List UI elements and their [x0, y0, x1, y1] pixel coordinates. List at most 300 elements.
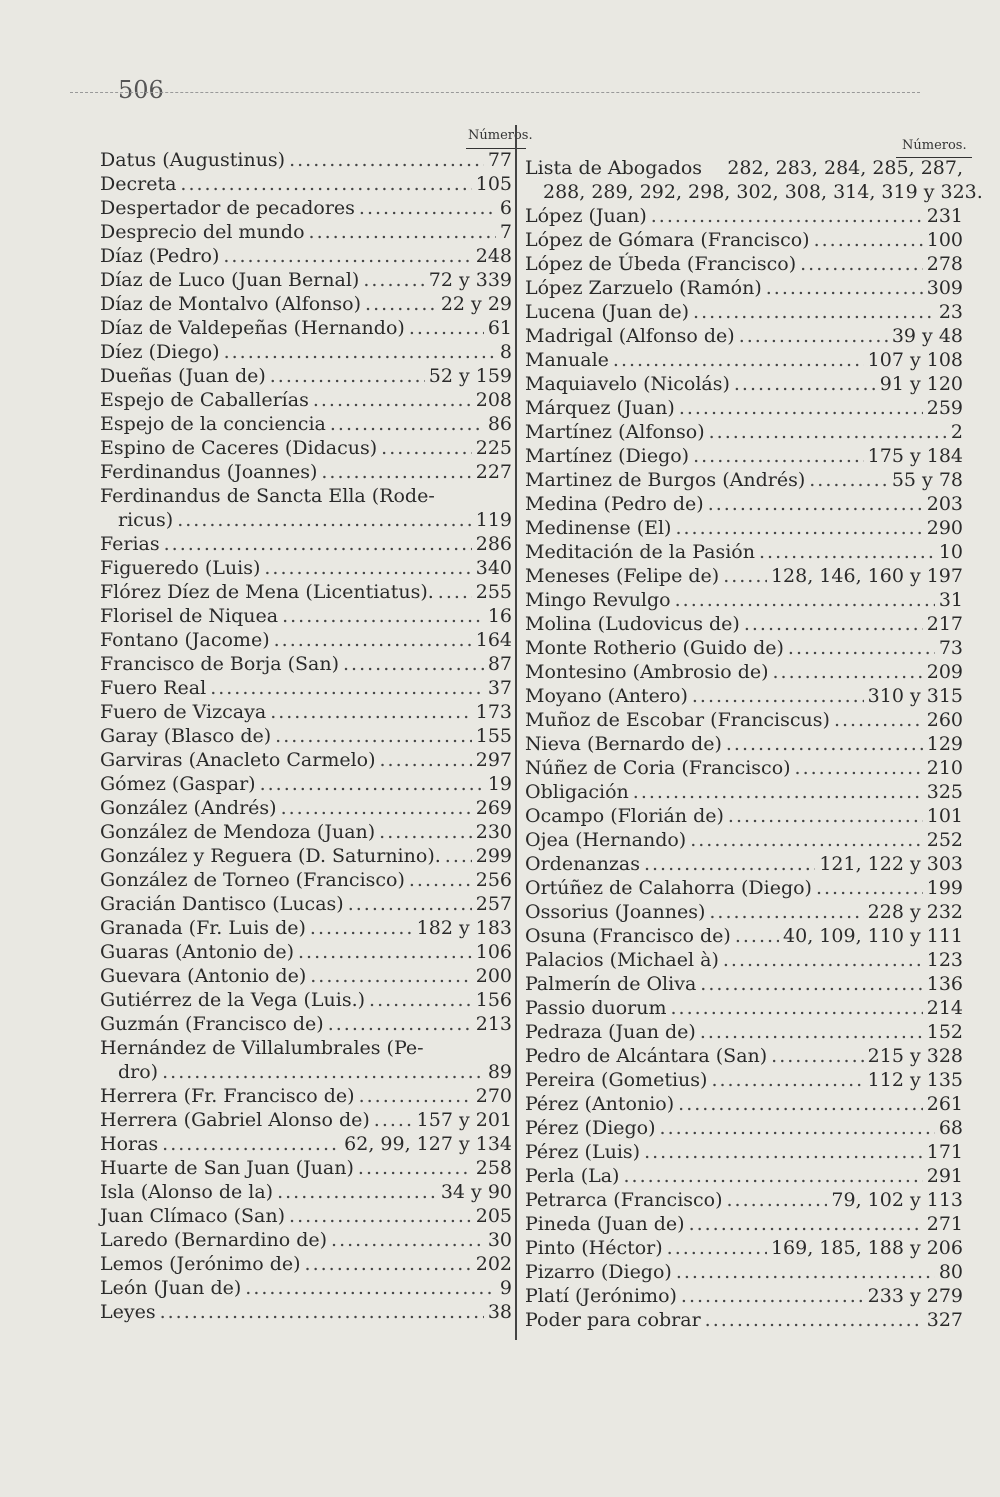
- entry-pages: 309: [926, 277, 963, 299]
- dot-leader: [162, 1132, 340, 1156]
- dot-leader: [310, 916, 413, 940]
- index-entry: [100, 1084, 512, 1108]
- entry-name: Meneses (Felipe de): [525, 565, 720, 587]
- dot-leader: [723, 948, 923, 972]
- entry-name: Fuero Real: [100, 677, 207, 699]
- entry-name: Espino de Caceres (Didacus): [100, 437, 378, 459]
- entry-pages: 123: [926, 949, 963, 971]
- entry-pages: 37: [487, 677, 512, 699]
- entry-name: Moyano (Antero): [525, 685, 688, 707]
- index-entry: [100, 364, 512, 388]
- dot-leader: [374, 1108, 413, 1132]
- index-entry: [100, 844, 512, 868]
- entry-name: Medina (Pedro de): [525, 493, 704, 515]
- entry-name: Fuero de Vizcaya: [100, 701, 267, 723]
- dot-leader: [348, 892, 472, 916]
- entry-name-continued: dro): [118, 1061, 159, 1083]
- index-entry: [100, 676, 512, 700]
- entry-pages-continued: 288, 289, 292, 298, 302, 308, 314, 319 y 323.: [543, 181, 983, 203]
- entry-name: Decreta: [100, 173, 177, 195]
- index-entry: [100, 436, 512, 460]
- dot-leader: [675, 588, 935, 612]
- entry-name: Muñoz de Escobar (Franciscus): [525, 709, 830, 731]
- entry-name: Palmerín de Oliva: [525, 973, 697, 995]
- entry-name: Pérez (Diego): [525, 1117, 656, 1139]
- entry-pages: 325: [926, 781, 963, 803]
- index-entry: [525, 996, 963, 1020]
- entry-pages: 297: [475, 749, 512, 771]
- dot-leader: [359, 1084, 472, 1108]
- index-entry: [525, 348, 963, 372]
- index-entry: [525, 396, 963, 420]
- entry-name: Perla (La): [525, 1165, 620, 1187]
- dot-leader: [223, 244, 471, 268]
- dot-leader: [726, 732, 923, 756]
- index-entry: [525, 1092, 963, 1116]
- entry-name: Platí (Jerónimo): [525, 1285, 677, 1307]
- index-entry: [525, 828, 963, 852]
- entry-pages: 10: [938, 541, 963, 563]
- dot-leader: [298, 940, 472, 964]
- entry-pages: 199: [926, 877, 963, 899]
- dot-leader: [709, 900, 863, 924]
- entry-name: López de Gómara (Francisco): [525, 229, 810, 251]
- header-rule: [70, 92, 920, 93]
- entry-name-continued: ricus): [118, 509, 174, 531]
- dot-leader: [771, 1044, 863, 1068]
- dot-leader: [727, 1188, 828, 1212]
- entry-name: León (Juan de): [100, 1277, 242, 1299]
- entry-name: Pereira (Gometius): [525, 1069, 708, 1091]
- entry-pages: 171: [926, 1141, 963, 1163]
- entry-pages: 169, 185, 188 y 206: [770, 1237, 963, 1259]
- index-entry: [525, 780, 963, 804]
- entry-name: Isla (Alonso de la): [100, 1181, 274, 1203]
- index-entry: [525, 1212, 963, 1236]
- dot-leader: [711, 1068, 863, 1092]
- index-entry: [100, 820, 512, 844]
- entry-pages: 230: [475, 821, 512, 843]
- dot-leader: [313, 388, 472, 412]
- entry-pages: 107 y 108: [867, 349, 963, 371]
- entry-pages: 112 y 135: [867, 1069, 963, 1091]
- index-entry: [100, 1204, 512, 1228]
- dot-leader: [365, 292, 437, 316]
- index-entry: [100, 1012, 512, 1036]
- dot-leader: [310, 964, 472, 988]
- entry-name: Nieva (Bernardo de): [525, 733, 722, 755]
- entry-pages: 152: [926, 1021, 963, 1043]
- entry-name: Mingo Revulgo: [525, 589, 671, 611]
- dot-leader: [409, 316, 484, 340]
- entry-name: Márquez (Juan): [525, 397, 675, 419]
- dot-leader: [773, 660, 923, 684]
- entry-name: Despertador de pecadores: [100, 197, 355, 219]
- entry-name: Montesino (Ambrosio de): [525, 661, 769, 683]
- dot-leader: [739, 324, 888, 348]
- index-entry: [100, 964, 512, 988]
- page-number: 506: [118, 76, 164, 104]
- entry-name: Gracián Dantisco (Lucas): [100, 893, 344, 915]
- entry-pages: 101: [926, 805, 963, 827]
- index-entry: [100, 172, 512, 196]
- dot-leader: [277, 1180, 437, 1204]
- entry-pages: 72 y 339: [428, 269, 512, 291]
- entry-pages: 39 y 48: [891, 325, 963, 347]
- entry-pages: 260: [926, 709, 963, 731]
- index-entry: [100, 1036, 512, 1084]
- entry-pages: 202: [475, 1253, 512, 1275]
- entry-name: Ojea (Hernando): [525, 829, 687, 851]
- dot-leader: [260, 772, 484, 796]
- entry-name: Manuale: [525, 349, 609, 371]
- index-entry: [525, 876, 963, 900]
- dot-leader: [224, 340, 496, 364]
- entry-pages: 68: [938, 1117, 963, 1139]
- dot-leader: [700, 972, 922, 996]
- index-entry: [100, 916, 512, 940]
- dot-leader: [359, 196, 496, 220]
- entry-name: Desprecio del mundo: [100, 221, 305, 243]
- entry-pages: 208: [475, 389, 512, 411]
- entry-pages: 129: [926, 733, 963, 755]
- entry-pages: 271: [926, 1213, 963, 1235]
- index-entry: [100, 868, 512, 892]
- entry-pages: 257: [475, 893, 512, 915]
- entry-name: Ocampo (Florián de): [525, 805, 724, 827]
- entry-pages: 155: [475, 725, 512, 747]
- entry-name: Florisel de Niquea: [100, 605, 279, 627]
- dot-leader: [275, 724, 472, 748]
- index-entry: [100, 1252, 512, 1276]
- entry-pages: 175 y 184: [867, 445, 963, 467]
- left-column-heading: Números.: [468, 128, 533, 143]
- index-entry: [100, 388, 512, 412]
- index-entry: [525, 1260, 963, 1284]
- index-entry: [100, 748, 512, 772]
- dot-leader: [709, 420, 947, 444]
- dot-leader: [705, 1308, 923, 1332]
- entry-pages: 227: [475, 461, 512, 483]
- entry-pages: 6: [499, 197, 512, 219]
- entry-name: Palacios (Michael à): [525, 949, 719, 971]
- entry-name: Obligación: [525, 781, 629, 803]
- dot-leader: [245, 1276, 496, 1300]
- dot-leader: [759, 540, 935, 564]
- entry-name: Ferias: [100, 533, 160, 555]
- index-entry: [100, 340, 512, 364]
- entry-name: Dueñas (Juan de): [100, 365, 266, 387]
- entry-name: Francisco de Borja (San): [100, 653, 340, 675]
- entry-pages: 205: [475, 1205, 512, 1227]
- index-entry: [100, 940, 512, 964]
- entry-name: Passio duorum: [525, 997, 667, 1019]
- index-entry: [525, 924, 963, 948]
- dot-leader: [708, 492, 923, 516]
- entry-name: Leyes: [100, 1301, 156, 1323]
- entry-pages: 79, 102 y 113: [831, 1189, 963, 1211]
- entry-name: Pineda (Juan de): [525, 1213, 685, 1235]
- dot-leader: [735, 924, 779, 948]
- entry-pages: 286: [475, 533, 512, 555]
- entry-name: Pedro de Alcántara (San): [525, 1045, 768, 1067]
- entry-pages: 291: [926, 1165, 963, 1187]
- entry-pages: 233 y 279: [867, 1285, 963, 1307]
- entry-name: Herrera (Gabriel Alonso de): [100, 1109, 370, 1131]
- dot-leader: [690, 828, 923, 852]
- index-entry: [525, 1020, 963, 1044]
- entry-pages: 261: [926, 1093, 963, 1115]
- index-entry: [100, 292, 512, 316]
- dot-leader: [328, 1012, 472, 1036]
- entry-name: Osuna (Francisco de): [525, 925, 731, 947]
- entry-name: López (Juan): [525, 205, 647, 227]
- index-entry: [100, 148, 512, 172]
- entry-pages: 209: [926, 661, 963, 683]
- entry-pages: 327: [926, 1309, 963, 1331]
- index-entry: [525, 276, 963, 300]
- dot-leader: [380, 748, 472, 772]
- index-entry: [100, 652, 512, 676]
- entry-name: Figueredo (Luis): [100, 557, 261, 579]
- entry-pages: 157 y 201: [416, 1109, 512, 1131]
- dot-leader: [623, 1164, 922, 1188]
- entry-name: Huarte de San Juan (Juan): [100, 1157, 354, 1179]
- entry-pages: 282, 283, 284, 285, 287,: [727, 157, 963, 179]
- entry-name: López Zarzuelo (Ramón): [525, 277, 762, 299]
- entry-name: Hernández de Villalumbrales (Pe-: [100, 1037, 424, 1059]
- dot-leader: [445, 844, 472, 868]
- dot-leader: [409, 868, 472, 892]
- index-entry: [100, 796, 512, 820]
- index-entry: [525, 612, 963, 636]
- entry-name: González (Andrés): [100, 797, 277, 819]
- index-entry: [525, 1140, 963, 1164]
- entry-name: Monte Rotherio (Guido de): [525, 637, 784, 659]
- index-entry: [100, 316, 512, 340]
- entry-name: Pérez (Luis): [525, 1141, 641, 1163]
- entry-pages: 62, 99, 127 y 134: [344, 1133, 512, 1155]
- entry-pages: 86: [487, 413, 512, 435]
- index-entry: [525, 324, 963, 348]
- entry-name: Datus (Augustinus): [100, 149, 286, 171]
- index-entry: [525, 204, 963, 228]
- dot-leader: [734, 372, 876, 396]
- entry-pages: 214: [926, 997, 963, 1019]
- entry-pages: 73: [938, 637, 963, 659]
- entry-pages: 9: [499, 1277, 512, 1299]
- dot-leader: [321, 460, 471, 484]
- entry-pages: 91 y 120: [879, 373, 963, 395]
- index-entry: [100, 244, 512, 268]
- entry-name: González de Mendoza (Juan): [100, 821, 376, 843]
- entry-pages: 228 y 232: [867, 901, 963, 923]
- left-index-column: [100, 148, 512, 1324]
- index-entry: [525, 228, 963, 252]
- entry-pages: 340: [475, 557, 512, 579]
- dot-leader: [675, 516, 922, 540]
- dot-leader: [671, 996, 923, 1020]
- dot-leader: [305, 1252, 472, 1276]
- dot-leader: [676, 1260, 935, 1284]
- index-entry: [100, 556, 512, 580]
- dot-leader: [282, 604, 484, 628]
- entry-name: Ossorius (Joannes): [525, 901, 706, 923]
- entry-pages: 2: [950, 421, 963, 443]
- dot-leader: [177, 508, 472, 532]
- index-entry: [525, 852, 963, 876]
- index-entry: [100, 1276, 512, 1300]
- index-entry: [100, 1156, 512, 1180]
- entry-pages: 213: [475, 1013, 512, 1035]
- index-entry: [525, 300, 963, 324]
- index-entry: [100, 700, 512, 724]
- dot-leader: [633, 780, 923, 804]
- dot-leader: [270, 364, 425, 388]
- entry-pages: 22 y 29: [440, 293, 512, 315]
- entry-name: Horas: [100, 1133, 159, 1155]
- index-entry: [100, 724, 512, 748]
- dot-leader: [180, 172, 471, 196]
- entry-name: Garviras (Anacleto Carmelo): [100, 749, 376, 771]
- entry-name: Fontano (Jacome): [100, 629, 270, 651]
- dot-leader: [667, 1236, 767, 1260]
- dot-leader: [795, 756, 923, 780]
- index-entry: [100, 532, 512, 556]
- index-entry: [525, 492, 963, 516]
- entry-pages: 16: [487, 605, 512, 627]
- index-entry: [100, 196, 512, 220]
- dot-leader: [343, 652, 484, 676]
- entry-name: Díaz de Luco (Juan Bernal): [100, 269, 360, 291]
- entry-name: Poder para cobrar: [525, 1309, 701, 1331]
- index-entry: [525, 588, 963, 612]
- entry-pages: 8: [499, 341, 512, 363]
- entry-pages: 258: [475, 1157, 512, 1179]
- entry-pages: 40, 109, 110 y 111: [783, 925, 963, 947]
- right-index-column: [525, 156, 983, 1332]
- entry-pages: 119: [475, 509, 512, 531]
- dot-leader: [693, 444, 864, 468]
- index-entry: [525, 1044, 963, 1068]
- index-entry: [100, 412, 512, 436]
- entry-name: Díaz de Valdepeñas (Hernando): [100, 317, 405, 339]
- dot-leader: [613, 348, 864, 372]
- entry-name: Lista de Abogados: [525, 157, 703, 179]
- entry-pages: 256: [475, 869, 512, 891]
- index-entry: [100, 604, 512, 628]
- dot-leader: [379, 820, 472, 844]
- entry-pages: 89: [487, 1061, 512, 1083]
- index-entry: [525, 252, 963, 276]
- entry-name: Martínez (Diego): [525, 445, 690, 467]
- entry-name: Garay (Blasco de): [100, 725, 272, 747]
- index-entry: [525, 1308, 963, 1332]
- entry-name: Díez (Diego): [100, 341, 220, 363]
- dot-leader: [809, 468, 888, 492]
- index-entry: [525, 660, 963, 684]
- index-entry: [525, 756, 963, 780]
- entry-pages: 52 y 159: [428, 365, 512, 387]
- index-entry: [525, 156, 983, 204]
- index-entry: [525, 900, 963, 924]
- dot-leader: [210, 676, 484, 700]
- index-entry: [525, 1188, 963, 1212]
- entry-pages: 121, 122 y 303: [819, 853, 963, 875]
- entry-pages: 310 y 315: [867, 685, 963, 707]
- entry-pages: 34 y 90: [440, 1181, 512, 1203]
- entry-pages: 270: [475, 1085, 512, 1107]
- dot-leader: [728, 804, 923, 828]
- index-entry: [100, 460, 512, 484]
- entry-name: Díaz de Montalvo (Alfonso): [100, 293, 362, 315]
- entry-name: González de Torneo (Francisco): [100, 869, 405, 891]
- entry-name: Molina (Ludovicus de): [525, 613, 740, 635]
- entry-name: Herrera (Fr. Francisco de): [100, 1085, 355, 1107]
- entry-name: Granada (Fr. Luis de): [100, 917, 306, 939]
- entry-name: Gutiérrez de la Vega (Luis.): [100, 989, 366, 1011]
- entry-name: Petrarca (Francisco): [525, 1189, 723, 1211]
- entry-pages: 269: [475, 797, 512, 819]
- entry-name: Laredo (Bernardino de): [100, 1229, 328, 1251]
- index-entry: [100, 772, 512, 796]
- entry-pages: 30: [487, 1229, 512, 1251]
- dot-leader: [289, 1204, 472, 1228]
- entry-pages: 259: [926, 397, 963, 419]
- entry-name: Lucena (Juan de): [525, 301, 690, 323]
- entry-name: Medinense (El): [525, 517, 672, 539]
- dot-leader: [679, 396, 923, 420]
- entry-pages: 299: [475, 845, 512, 867]
- entry-name: Gómez (Gaspar): [100, 773, 256, 795]
- dot-leader: [331, 1228, 484, 1252]
- dot-leader: [660, 1116, 935, 1140]
- dot-leader: [693, 300, 935, 324]
- index-entry: [100, 1228, 512, 1252]
- dot-leader: [816, 876, 923, 900]
- dot-leader: [438, 580, 472, 604]
- index-entry: [525, 708, 963, 732]
- right-column-heading: Números.: [902, 138, 967, 153]
- index-entry: [525, 468, 963, 492]
- entry-pages: 55 y 78: [891, 469, 963, 491]
- entry-pages: 38: [487, 1301, 512, 1323]
- index-entry: [100, 1300, 512, 1324]
- entry-name: Madrigal (Alfonso de): [525, 325, 735, 347]
- index-entry: [100, 628, 512, 652]
- dot-leader: [289, 148, 484, 172]
- index-entry: [525, 444, 963, 468]
- entry-pages: 106: [475, 941, 512, 963]
- entry-name: Pinto (Héctor): [525, 1237, 663, 1259]
- dot-leader: [309, 220, 496, 244]
- entry-name: Flórez Díez de Mena (Licentiatus).: [100, 581, 434, 603]
- index-entry: [525, 948, 963, 972]
- entry-pages: 61: [487, 317, 512, 339]
- entry-pages: 248: [475, 245, 512, 267]
- dot-leader: [274, 628, 472, 652]
- entry-pages: 290: [926, 517, 963, 539]
- entry-pages: 252: [926, 829, 963, 851]
- index-entry: [525, 1164, 963, 1188]
- index-entry: [100, 1132, 512, 1156]
- entry-pages: 100: [926, 229, 963, 251]
- entry-name: Juan Clímaco (San): [100, 1205, 286, 1227]
- entry-pages: 255: [475, 581, 512, 603]
- dot-leader: [834, 708, 923, 732]
- entry-pages: 87: [487, 653, 512, 675]
- entry-pages: 278: [926, 253, 963, 275]
